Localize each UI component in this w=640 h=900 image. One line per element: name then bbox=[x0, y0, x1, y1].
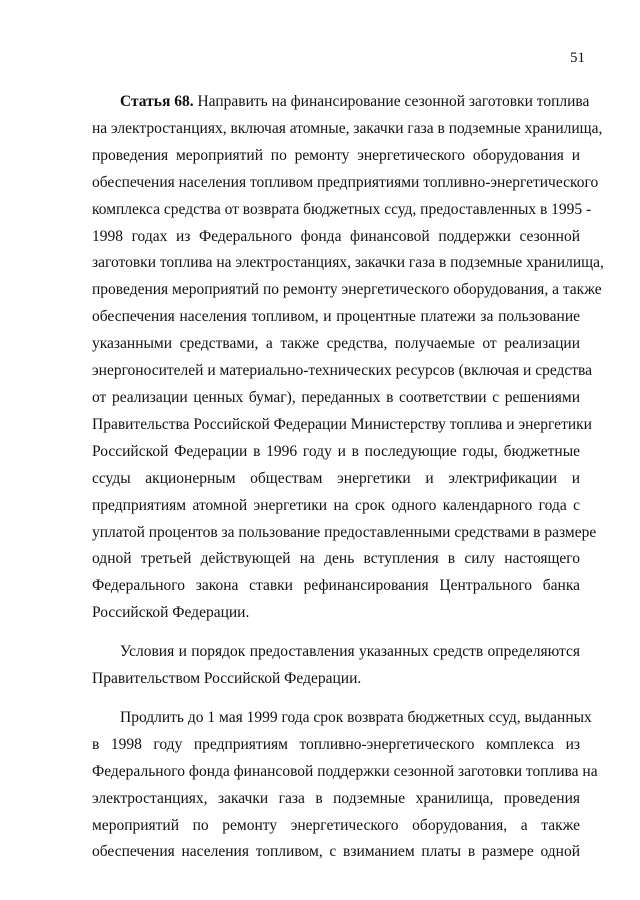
article-line-3: обеспечения населения топливом предприятиями топливно-энергетического bbox=[92, 173, 599, 191]
article-line-9: указанными средствами, а также средства, получаемые от реализации bbox=[92, 335, 580, 353]
article-line-6: заготовки топлива на электростанциях, закачки газа в подземные хранилища, bbox=[92, 254, 604, 272]
article-line-14: ссуды акционерным обществам энергетики и электрификации и bbox=[92, 469, 580, 487]
article-line-0: Направить на финансирование сезонной заготовки топлива bbox=[197, 93, 590, 110]
article-first-line bbox=[92, 89, 590, 116]
article-line-2: проведения мероприятий по ремонту энергетического оборудования и bbox=[92, 146, 580, 164]
article-line-13: Российской Федерации в 1996 году и в последующие годы, бюджетные bbox=[92, 442, 580, 460]
paragraph3-line-5: обеспечения населения топливом, с взиманием платы в размере одной bbox=[92, 843, 580, 861]
paragraph3-line-3: электростанциях, закачки газа в подземные хранилища, проведения bbox=[92, 789, 580, 807]
article-line-12: Правительства Российской Федерации Министерству топлива и энергетики bbox=[92, 415, 592, 433]
paragraph3-line-0: Продлить до 1 мая 1999 года срок возврата бюджетных ссуд, выданных bbox=[120, 708, 592, 726]
paragraph3-line-4: мероприятий по ремонту энергетического оборудования, а также bbox=[92, 816, 580, 834]
paragraph2-line-0: Условия и порядок предоставления указанных средств определяются bbox=[120, 643, 580, 661]
article-line-8: обеспечения населения топливом, и процентные платежи за пользование bbox=[92, 308, 580, 326]
article-line-10: энергоносителей и материально-технических ресурсов (включая и средства bbox=[92, 362, 593, 380]
article-line-4: комплекса средства от возврата бюджетных ссуд, предоставленных в 1995 - bbox=[92, 200, 592, 218]
body-text bbox=[92, 89, 604, 866]
article-line-15: предприятиям атомной энергетики на срок одного календарного года с bbox=[92, 496, 580, 514]
article-line-18: Федерального закона ставки рефинансирования Центрального банка bbox=[92, 577, 580, 595]
article-line-16: уплатой процентов за пользование предоставленными средствами в размере bbox=[92, 523, 597, 541]
paragraph3-line-1: в 1998 году предприятиям топливно-энергетического комплекса из bbox=[92, 735, 580, 753]
article-heading: Статья 68. bbox=[120, 93, 194, 110]
article-line-5: 1998 годах из Федерального фонда финансовой поддержки сезонной bbox=[92, 227, 580, 245]
paragraph2-line-1: Правительством Российской Федерации. bbox=[92, 670, 362, 688]
article-line-19: Российской Федерации. bbox=[92, 604, 250, 622]
article-line-17: одной третьей действующей на день вступления в силу настоящего bbox=[92, 550, 580, 568]
article-line-7: проведения мероприятий по ремонту энергетического оборудования, а также bbox=[92, 281, 602, 299]
article-line-1: на электростанциях, включая атомные, закачки газа в подземные хранилища, bbox=[92, 119, 603, 137]
paragraph3-line-2: Федерального фонда финансовой поддержки сезонной заготовки топлива на bbox=[92, 762, 598, 780]
page-number: 51 bbox=[570, 50, 585, 66]
article-line-11: от реализации ценных бумаг), переданных в соответствии с решениями bbox=[92, 388, 580, 406]
